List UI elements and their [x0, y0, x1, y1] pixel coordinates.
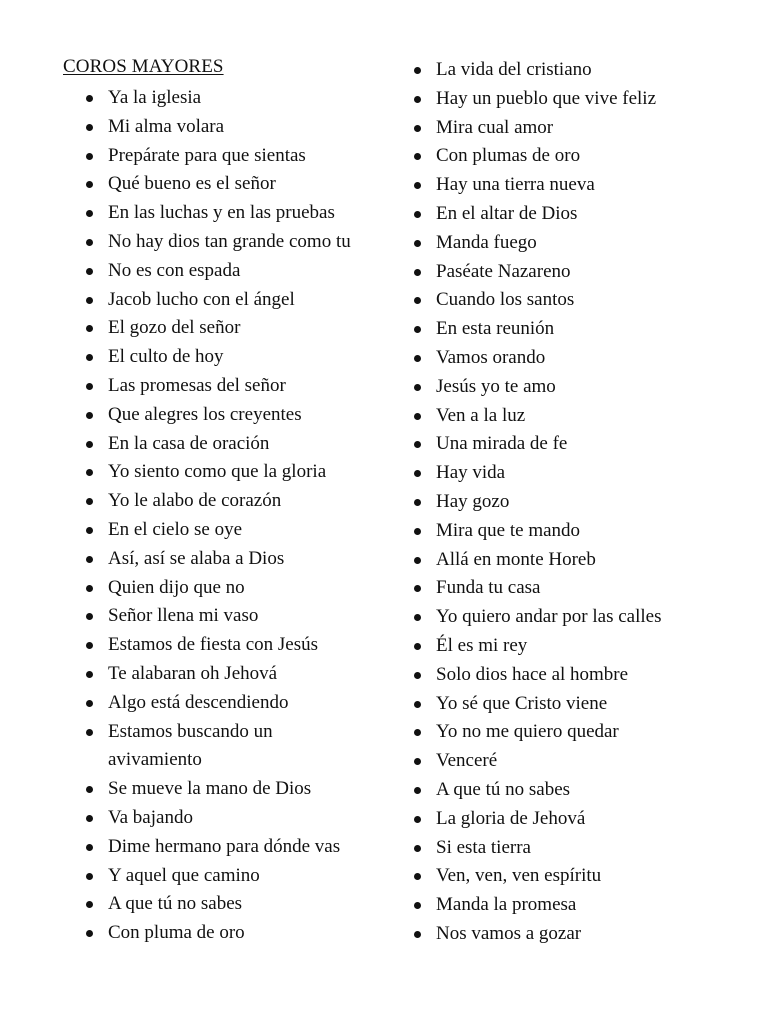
bullet-icon: [86, 642, 93, 649]
bullet-icon: [414, 499, 421, 506]
song-title: Dime hermano para dónde vas: [108, 835, 341, 857]
song-title: Yo sé que Cristo viene: [436, 692, 608, 714]
song-title: La gloria de Jehová: [436, 807, 586, 829]
song-list-item: [411, 546, 711, 575]
song-list-item: [411, 574, 711, 603]
bullet-icon: [86, 441, 93, 448]
song-list-item: [411, 690, 711, 719]
song-title: Con pluma de oro: [108, 922, 245, 944]
song-title: Estamos buscando un avivamiento: [108, 720, 273, 771]
song-title: Señor llena mi vaso: [108, 605, 259, 627]
song-list-item: [411, 920, 711, 949]
song-list-item: [411, 805, 711, 834]
song-title: Una mirada de fe: [436, 433, 568, 455]
song-title: En esta reunión: [436, 318, 555, 340]
song-title: Manda la promesa: [436, 894, 577, 916]
song-list-item: [411, 834, 711, 863]
left-song-list: [83, 84, 363, 948]
bullet-icon: [414, 297, 421, 304]
song-list-item: [411, 258, 711, 287]
song-title: Paséate Nazareno: [436, 260, 571, 282]
song-title: Se mueve la mano de Dios: [108, 778, 312, 800]
song-title: Nos vamos a gozar: [436, 922, 582, 944]
song-list-item: [83, 401, 363, 430]
bullet-icon: [414, 125, 421, 132]
song-title: Jesús yo te amo: [436, 375, 556, 397]
bullet-icon: [86, 268, 93, 275]
song-title: En las luchas y en las pruebas: [108, 202, 335, 224]
bullet-icon: [414, 931, 421, 938]
bullet-icon: [414, 355, 421, 362]
bullet-icon: [86, 239, 93, 246]
song-list-item: [83, 919, 363, 948]
bullet-icon: [414, 614, 421, 621]
song-title: Ven, ven, ven espíritu: [436, 865, 602, 887]
song-list-item: [411, 430, 711, 459]
song-list-item: [411, 56, 711, 85]
bullet-icon: [414, 153, 421, 160]
song-list-item: [83, 890, 363, 919]
right-song-list: [411, 56, 711, 949]
song-list-item: [83, 458, 363, 487]
song-list-item: [83, 718, 363, 776]
song-list-item: [411, 862, 711, 891]
song-title: Cuando los santos: [436, 289, 575, 311]
bullet-icon: [86, 383, 93, 390]
song-title: Él es mi rey: [436, 634, 528, 656]
song-title: En el altar de Dios: [436, 202, 578, 224]
bullet-icon: [86, 815, 93, 822]
bullet-icon: [86, 729, 93, 736]
song-title: No es con espada: [108, 259, 241, 281]
song-title: Así, así se alaba a Dios: [108, 547, 285, 569]
song-title: Algo está descendiendo: [108, 691, 289, 713]
song-list-item: [83, 286, 363, 315]
song-title: El gozo del señor: [108, 317, 241, 339]
song-title: Que alegres los creyentes: [108, 403, 302, 425]
song-title: Qué bueno es el señor: [108, 173, 276, 195]
song-list-item: [83, 804, 363, 833]
song-title: Y aquel que camino: [108, 864, 260, 886]
bullet-icon: [414, 269, 421, 276]
song-list-item: [411, 142, 711, 171]
song-title: Yo no me quiero quedar: [436, 721, 619, 743]
song-list-item: [411, 315, 711, 344]
bullet-icon: [414, 902, 421, 909]
song-list-item: [83, 775, 363, 804]
bullet-icon: [86, 153, 93, 160]
song-list-item: [411, 114, 711, 143]
song-list-item: [411, 891, 711, 920]
bullet-icon: [414, 240, 421, 247]
bullet-icon: [414, 758, 421, 765]
song-title: Funda tu casa: [436, 577, 541, 599]
song-list-item: [411, 459, 711, 488]
song-title: Manda fuego: [436, 231, 537, 253]
bullet-icon: [86, 124, 93, 131]
song-title: Si esta tierra: [436, 836, 531, 858]
song-title: Vamos orando: [436, 346, 546, 368]
bullet-icon: [86, 210, 93, 217]
bullet-icon: [414, 873, 421, 880]
bullet-icon: [414, 441, 421, 448]
song-list-item: [83, 84, 363, 113]
bullet-icon: [414, 67, 421, 74]
song-list-item: [83, 660, 363, 689]
song-list-item: [411, 229, 711, 258]
song-title: Hay un pueblo que vive feliz: [436, 87, 657, 109]
song-list-item: [83, 833, 363, 862]
song-list-item: [83, 689, 363, 718]
bullet-icon: [86, 469, 93, 476]
bullet-icon: [86, 412, 93, 419]
bullet-icon: [414, 211, 421, 218]
song-list-item: [411, 747, 711, 776]
song-title: Allá en monte Horeb: [436, 548, 596, 570]
bullet-icon: [86, 671, 93, 678]
song-title: En el cielo se oye: [108, 518, 243, 540]
song-list-item: [83, 487, 363, 516]
song-title: Mira cual amor: [436, 116, 554, 138]
song-list-item: [83, 257, 363, 286]
bullet-icon: [86, 585, 93, 592]
song-title: Solo dios hace al hombre: [436, 663, 629, 685]
song-list-item: [411, 171, 711, 200]
song-title: Hay vida: [436, 462, 506, 484]
song-title: Quien dijo que no: [108, 576, 245, 598]
bullet-icon: [86, 498, 93, 505]
song-title: Hay gozo: [436, 490, 510, 512]
bullet-icon: [86, 95, 93, 102]
song-list-item: [411, 373, 711, 402]
song-list-item: [411, 488, 711, 517]
document-heading: COROS MAYORES: [63, 56, 224, 77]
song-title: Las promesas del señor: [108, 374, 286, 396]
bullet-icon: [414, 182, 421, 189]
song-title: El culto de hoy: [108, 346, 224, 368]
song-title: A que tú no sabes: [436, 778, 571, 800]
bullet-icon: [86, 527, 93, 534]
bullet-icon: [86, 613, 93, 620]
song-list-item: [411, 402, 711, 431]
bullet-icon: [86, 873, 93, 880]
song-title: Venceré: [436, 750, 498, 772]
song-list-item: [83, 430, 363, 459]
song-list-item: [83, 602, 363, 631]
bullet-icon: [414, 528, 421, 535]
bullet-icon: [414, 384, 421, 391]
song-list-item: [411, 85, 711, 114]
bullet-icon: [414, 787, 421, 794]
song-list-item: [411, 517, 711, 546]
bullet-icon: [414, 413, 421, 420]
song-list-item: [83, 372, 363, 401]
bullet-icon: [414, 672, 421, 679]
song-list-item: [83, 631, 363, 660]
song-list-item: [411, 718, 711, 747]
song-list-item: [411, 661, 711, 690]
song-title: Ya la iglesia: [108, 87, 202, 108]
song-title: A que tú no sabes: [108, 893, 243, 915]
song-title: Hay una tierra nueva: [436, 174, 595, 196]
bullet-icon: [86, 700, 93, 707]
song-list-item: [411, 200, 711, 229]
bullet-icon: [86, 556, 93, 563]
bullet-icon: [414, 816, 421, 823]
song-list-item: [83, 343, 363, 372]
song-list-item: [411, 344, 711, 373]
song-list-item: [83, 199, 363, 228]
song-list-item: [411, 776, 711, 805]
bullet-icon: [86, 786, 93, 793]
bullet-icon: [414, 701, 421, 708]
song-title: Ven a la luz: [436, 404, 526, 426]
song-title: Estamos de fiesta con Jesús: [108, 634, 319, 656]
song-list-item: [83, 170, 363, 199]
song-list-item: [83, 574, 363, 603]
song-title: Con plumas de oro: [436, 145, 581, 167]
bullet-icon: [414, 470, 421, 477]
song-title: Mi alma volara: [108, 115, 225, 137]
song-list-item: [83, 142, 363, 171]
bullet-icon: [414, 845, 421, 852]
bullet-icon: [86, 297, 93, 304]
song-title: No hay dios tan grande como tu: [108, 230, 351, 252]
song-title: En la casa de oración: [108, 432, 270, 454]
song-list-item: [411, 603, 711, 632]
song-list-item: [83, 228, 363, 257]
song-title: Yo le alabo de corazón: [108, 490, 282, 512]
bullet-icon: [414, 326, 421, 333]
song-list-item: [83, 113, 363, 142]
bullet-icon: [414, 729, 421, 736]
song-title: Prepárate para que sientas: [108, 144, 306, 166]
song-title: Va bajando: [108, 806, 193, 828]
bullet-icon: [86, 930, 93, 937]
bullet-icon: [86, 181, 93, 188]
song-title: Yo siento como que la gloria: [108, 461, 327, 483]
bullet-icon: [414, 557, 421, 564]
song-title: Mira que te mando: [436, 519, 581, 541]
song-title: La vida del cristiano: [436, 59, 592, 80]
song-title: Jacob lucho con el ángel: [108, 288, 295, 310]
bullet-icon: [414, 585, 421, 592]
song-list-item: [83, 862, 363, 891]
bullet-icon: [86, 325, 93, 332]
song-list-item: [411, 286, 711, 315]
song-list-item: [83, 516, 363, 545]
song-title: Yo quiero andar por las calles: [436, 606, 662, 628]
song-list-item: [83, 314, 363, 343]
song-title: Te alabaran oh Jehová: [108, 662, 278, 684]
bullet-icon: [414, 643, 421, 650]
bullet-icon: [86, 844, 93, 851]
song-list-item: [83, 545, 363, 574]
bullet-icon: [414, 96, 421, 103]
song-list-item: [411, 632, 711, 661]
bullet-icon: [86, 901, 93, 908]
bullet-icon: [86, 354, 93, 361]
